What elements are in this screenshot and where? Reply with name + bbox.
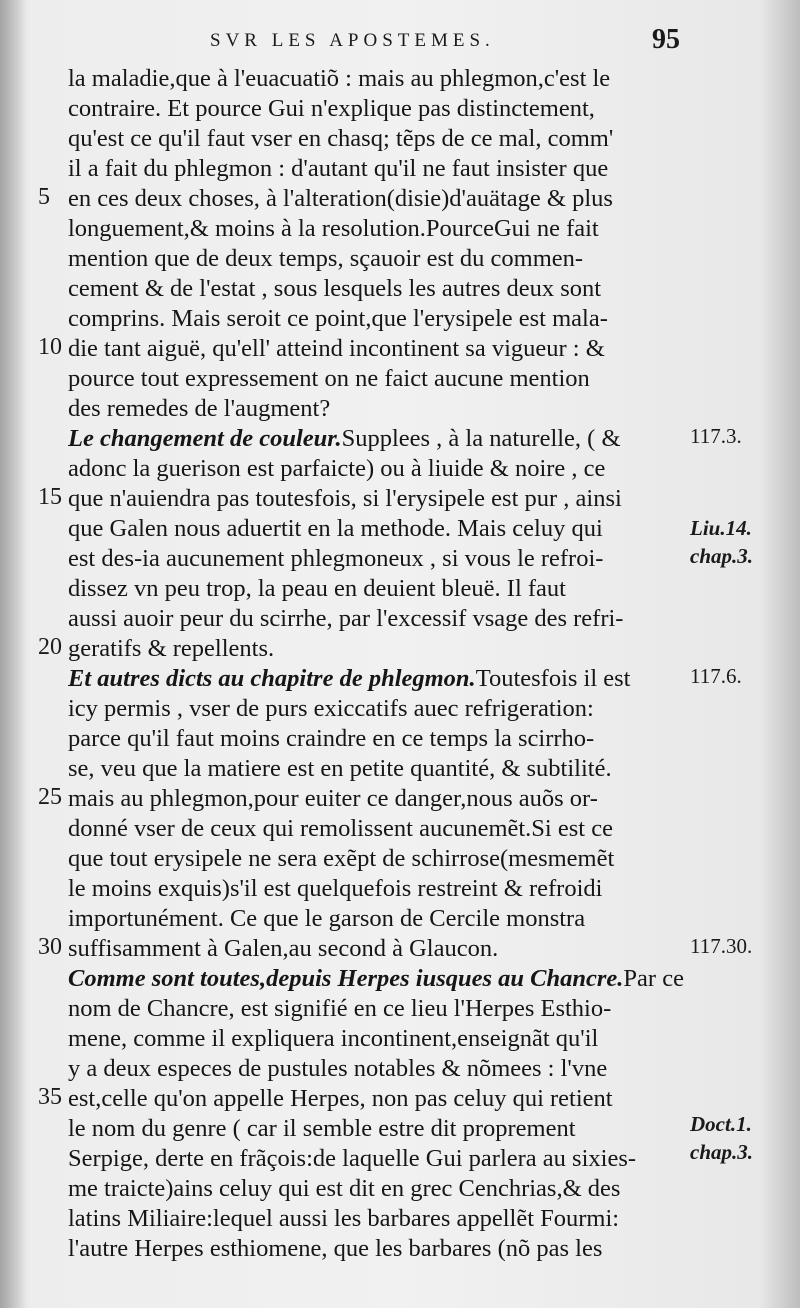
text-line: la maladie,que à l'euacuatiõ : mais au phlegmon,c'est le (68, 65, 611, 92)
text-line: importunément. Ce que le garson de Cercile monstra (68, 905, 586, 932)
text-line: cement & de l'estat , sous lesquels les autres deux sont (68, 275, 602, 302)
line-number: 25 (38, 784, 62, 810)
lemma: Le changement de couleur. (68, 425, 342, 452)
text-line: comprins. Mais seroit ce point,que l'erysipele est mala- (68, 305, 608, 332)
text-line: adonc la guerison est parfaicte) ou à liuide & noire , ce (68, 455, 606, 482)
margin-note: Doct.1. (690, 1112, 752, 1136)
running-head: SVR LES APOSTEMES. (210, 30, 495, 51)
line-number: 10 (38, 334, 62, 360)
lemma: Et autres dicts au chapitre de phlegmon. (68, 665, 476, 692)
text-line: que Galen nous aduertit en la methode. Mais celuy qui (68, 515, 603, 542)
page-gutter-shadow (0, 0, 26, 1308)
text-line: nom de Chancre, est signifié en ce lieu l'Herpes Esthio- (68, 995, 612, 1022)
text-line: le nom du genre ( car il semble estre dit proprement (68, 1115, 576, 1142)
text-line: die tant aiguë, qu'ell' atteind incontinent sa vigueur : & (68, 335, 605, 362)
text-line: icy permis , vser de purs exiccatifs auec refrigeration: (68, 695, 594, 722)
text-line: l'autre Herpes esthiomene, que les barbares (nõ pas les (68, 1235, 603, 1262)
text-line: mais au phlegmon,pour euiter ce danger,nous auõs or- (68, 785, 598, 812)
text-line: se, veu que la matiere est en petite quantité, & subtilité. (68, 755, 612, 782)
text-line: des remedes de l'augment? (68, 395, 331, 422)
text-line: en ces deux choses, à l'alteration(disie)d'auätage & plus (68, 185, 613, 212)
text-line: Serpige, derte en frãçois:de laquelle Gui parlera au sixies- (68, 1145, 637, 1172)
text-line: que tout erysipele ne sera exẽpt de schirrose(mesmemẽt (68, 845, 615, 872)
margin-note: chap.3. (690, 1140, 753, 1164)
line-number: 35 (38, 1084, 62, 1110)
text-line: Et autres dicts au chapitre de phlegmon. Toutesfois il est (68, 665, 631, 692)
text-line: Le changement de couleur. Supplees , à la naturelle, ( & (68, 425, 621, 452)
text-line: contraire. Et pource Gui n'explique pas distinctement, (68, 95, 595, 122)
line-number: 5 (38, 184, 50, 210)
text-line: mention que de deux temps, sçauoir est du commen- (68, 245, 584, 272)
text-line: me traicte)ains celuy qui est dit en grec Cenchrias,& des (68, 1175, 621, 1202)
margin-note: Liu.14. (690, 516, 752, 540)
text-line: donné vser de ceux qui remolissent aucunemẽt.Si est ce (68, 815, 613, 842)
text-line: y a deux especes de pustules notables & nõmees : l'vne (68, 1055, 608, 1082)
text-line: aussi auoir peur du scirrhe, par l'excessif vsage des refri- (68, 605, 624, 632)
margin-note: 117.30. (690, 934, 753, 958)
text-line: pource tout expressement on ne faict aucune mention (68, 365, 590, 392)
text-line: que n'auiendra pas toutesfois, si l'erysipele est pur , ainsi (68, 485, 622, 512)
text-line: il a fait du phlegmon : d'autant qu'il ne faut insister que (68, 155, 609, 182)
margin-note: 117.6. (690, 664, 742, 688)
text-line: est des-ia aucunement phlegmoneux , si vous le refroi- (68, 545, 604, 572)
line-number: 20 (38, 634, 62, 660)
text-line: le moins exquis)s'il est quelquefois restreint & refroidi (68, 875, 603, 902)
text-line: qu'est ce qu'il faut vser en chasq; tẽps de ce mal, comm' (68, 125, 614, 152)
page-number: 95 (652, 24, 680, 55)
body-text (68, 64, 688, 1264)
text-line: dissez vn peu trop, la peau en deuient bleuë. Il faut (68, 575, 566, 602)
text-line: suffisamment à Galen,au second à Glaucon. (68, 935, 499, 962)
text-line: longuement,& moins à la resolution.PourceGui ne fait (68, 215, 599, 242)
margin-note: chap.3. (690, 544, 753, 568)
text-line: Comme sont toutes,depuis Herpes iusques au Chancre. Par ce (68, 965, 684, 992)
lemma: Comme sont toutes,depuis Herpes iusques au Chancre. (68, 965, 624, 992)
line-number: 30 (38, 934, 62, 960)
text-line: parce qu'il faut moins craindre en ce temps la scirrho- (68, 725, 595, 752)
margin-note: 117.3. (690, 424, 742, 448)
text-line: mene, comme il expliquera incontinent,enseignãt qu'il (68, 1025, 599, 1052)
text-line: latins Miliaire:lequel aussi les barbares appellẽt Fourmi: (68, 1205, 620, 1232)
text-line: est,celle qu'on appelle Herpes, non pas celuy qui retient (68, 1085, 613, 1112)
text-line: geratifs & repellents. (68, 635, 275, 662)
line-number: 15 (38, 484, 62, 510)
